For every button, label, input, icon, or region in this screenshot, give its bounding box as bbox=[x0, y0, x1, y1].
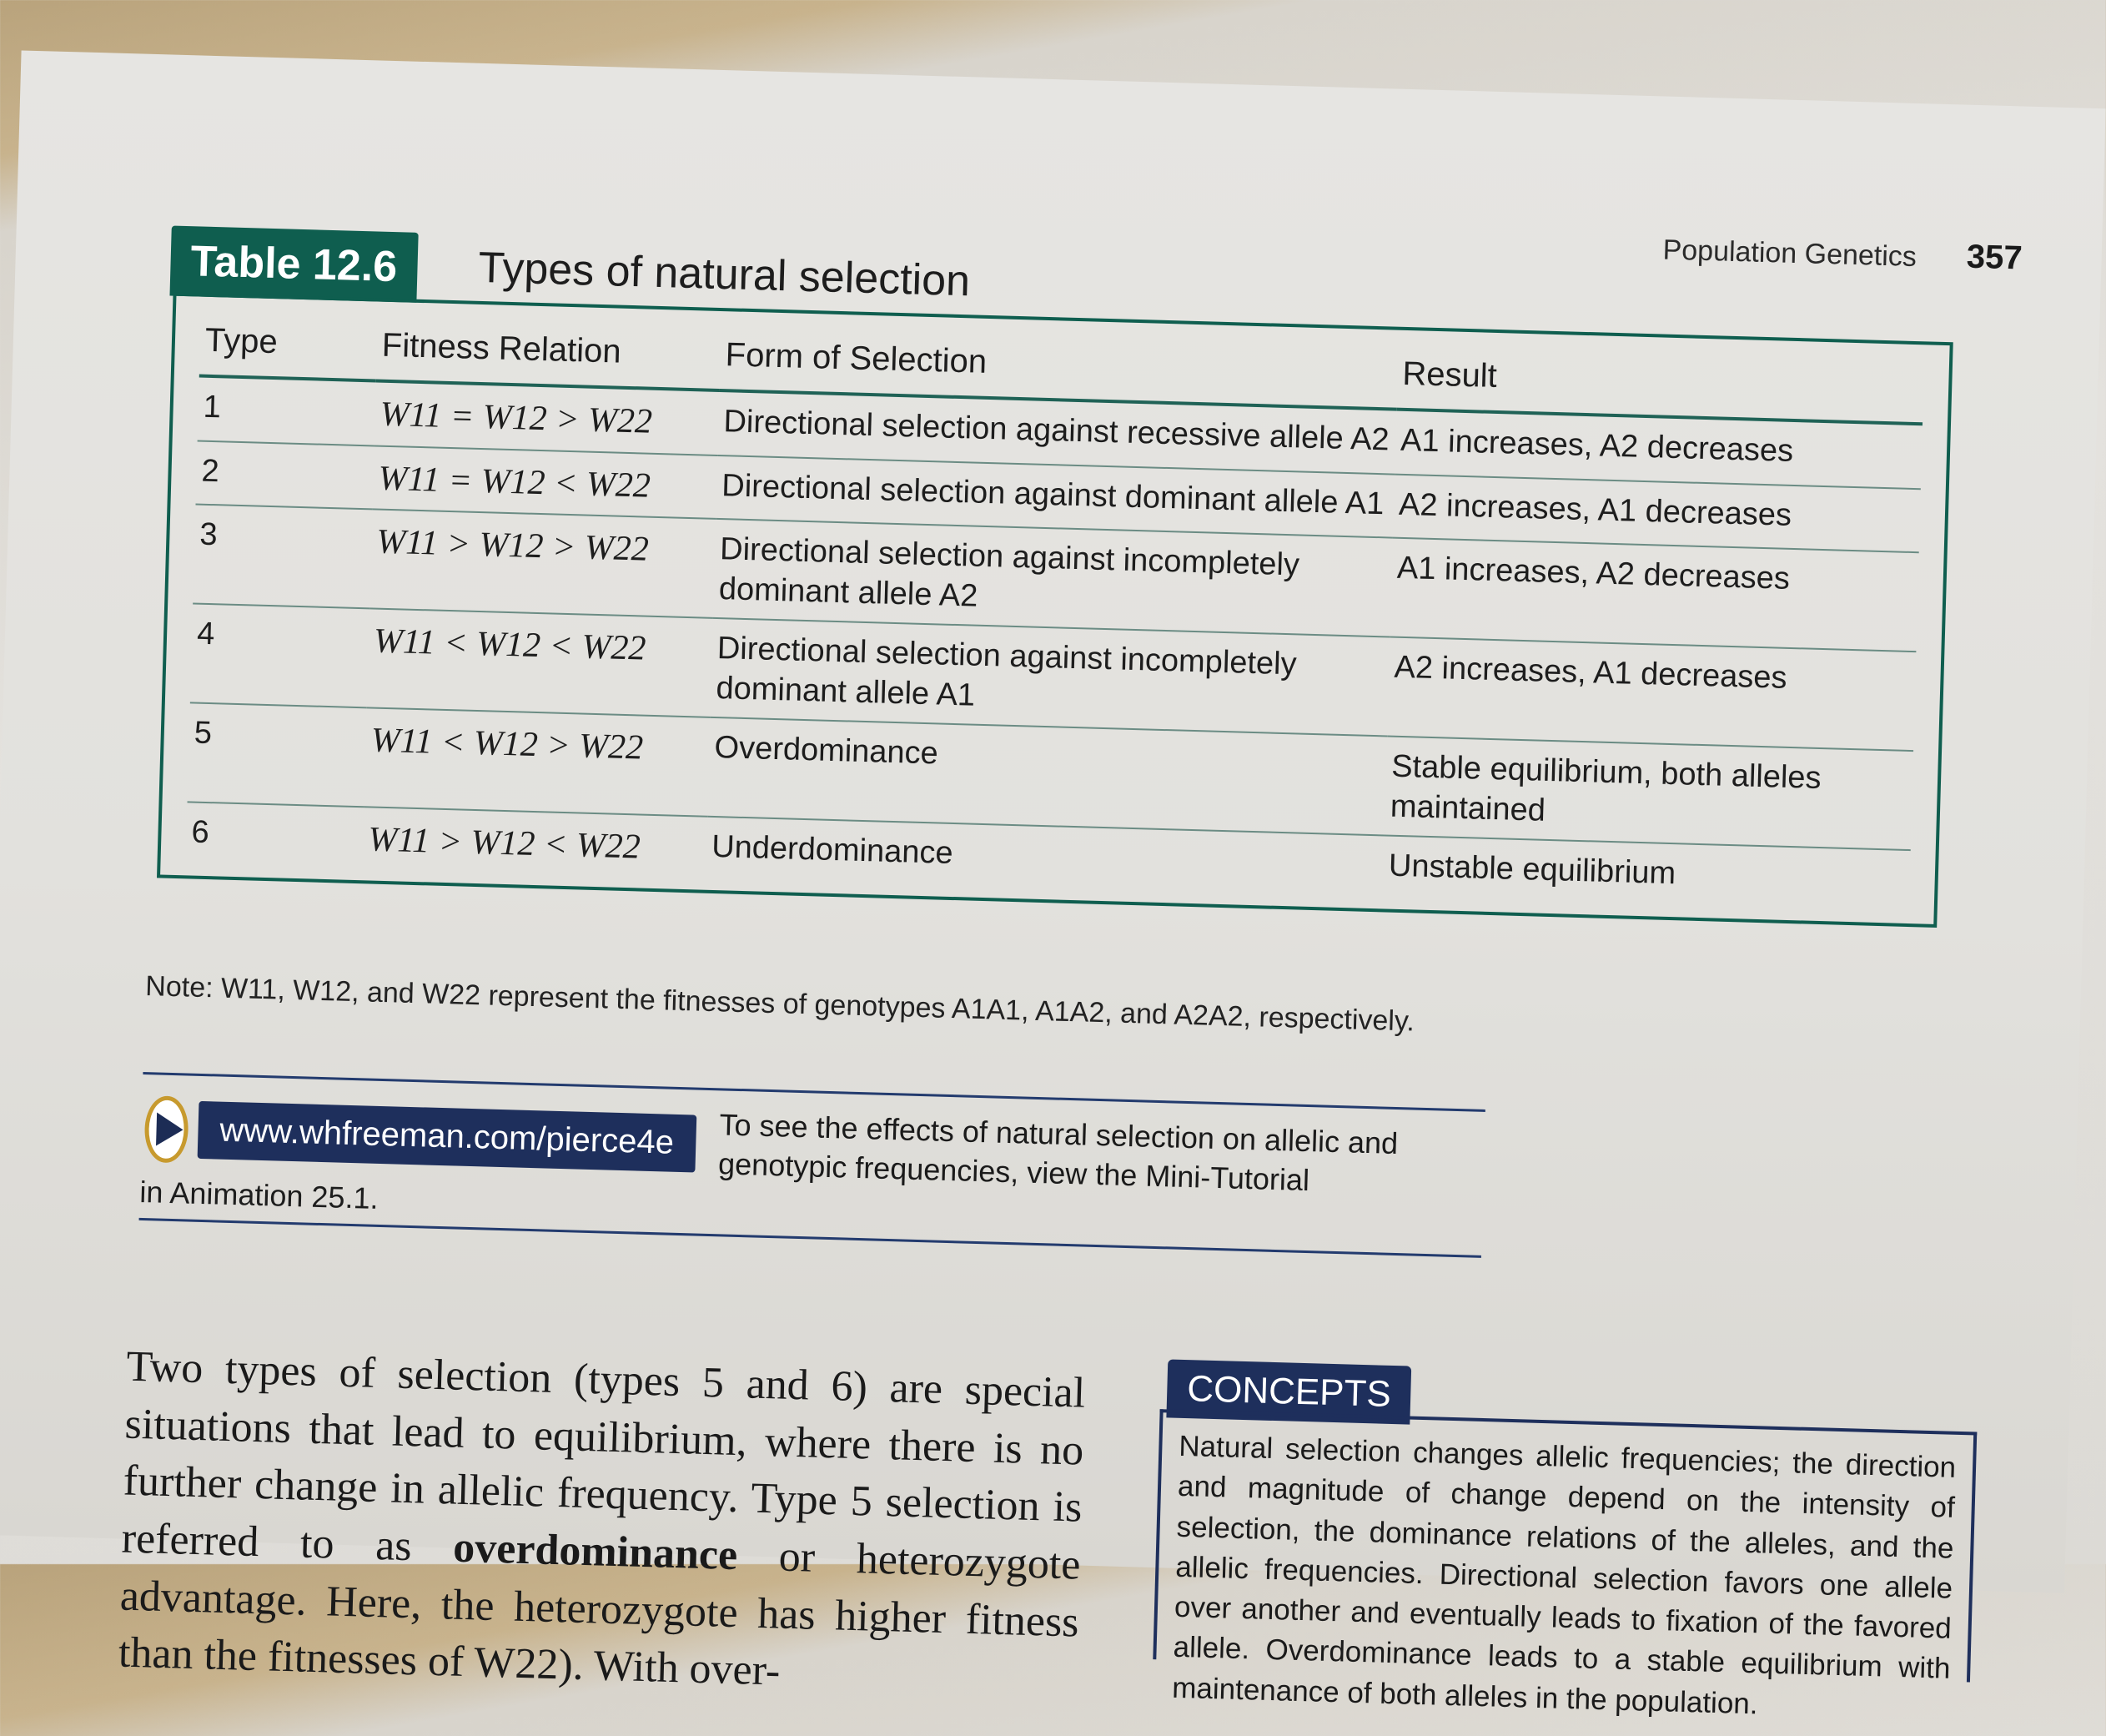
cell-result: A2 increases, A1 decreases bbox=[1387, 637, 1916, 752]
running-head-section: Population Genetics bbox=[1662, 234, 1918, 273]
resource-description: To see the effects of natural selection on allelic and genotypic frequencies, view the Mini-Tutorial bbox=[717, 1107, 1399, 1197]
selection-table bbox=[185, 314, 1924, 913]
selection-table-box bbox=[157, 293, 1953, 928]
body-text-end: or heterozygote advantage. Here, the heterozygote has higher fitness than the fitnesses of W22). With over- bbox=[118, 1532, 1082, 1695]
cell-type: 3 bbox=[193, 504, 372, 608]
cell-result: A2 increases, A1 decreases bbox=[1393, 474, 1921, 552]
cell-type: 6 bbox=[190, 814, 210, 851]
header-type: Type bbox=[199, 314, 378, 381]
book-page bbox=[0, 50, 2106, 1721]
concepts-tag: CONCEPTS bbox=[1166, 1359, 1411, 1424]
table-label: Table 12.6 bbox=[169, 226, 418, 303]
play-icon[interactable] bbox=[143, 1095, 188, 1163]
cell-result: Stable equilibrium, both alleles maintained bbox=[1385, 736, 1913, 850]
cell-fitness: W11 > W12 > W22 bbox=[369, 509, 716, 617]
cell-result: A1 increases, A2 decreases bbox=[1390, 538, 1919, 652]
page-number: 357 bbox=[1966, 238, 2023, 277]
concepts-box bbox=[1153, 1409, 1977, 1721]
web-resource-callout bbox=[139, 1072, 1485, 1257]
cell-type: 4 bbox=[190, 603, 369, 707]
cell-result: A1 increases, A2 decreases bbox=[1395, 410, 1923, 489]
running-head bbox=[1662, 230, 2023, 278]
table-note: Note: W11, W12, and W22 represent the fitnesses of genotypes A1A1, A1A2, and A2A2, respectively. bbox=[144, 970, 1415, 1038]
cell-fitness: W11 = W12 > W22 bbox=[374, 380, 720, 455]
body-paragraph bbox=[118, 1339, 1086, 1709]
cell-fitness: W11 < W12 > W22 bbox=[364, 707, 710, 816]
cell-fitness: W11 = W12 < W22 bbox=[372, 445, 717, 519]
cell-form: Underdominance bbox=[711, 828, 954, 872]
cell-form: Directional selection against incompletely dominant allele A1 bbox=[711, 618, 1390, 737]
cell-form: Overdominance bbox=[707, 717, 1387, 836]
concepts-text: Natural selection changes allelic frequencies; the direction and magnitude of change depend on the intensity of selection, the dominance relations of the alleles, and the allelic frequencies. Directional selection favors one allele over another and eventually leads to fixation of the favored allele. Overdominance leads to a stable equilibrium with maintenance of both alleles in the population. bbox=[1171, 1429, 1957, 1721]
resource-continuation: in Animation 25.1. bbox=[138, 1174, 379, 1215]
cell-type: 2 bbox=[196, 440, 374, 509]
header-result: Result bbox=[1396, 347, 1924, 425]
cell-fitness: W11 > W12 < W22 bbox=[367, 820, 641, 867]
table-title: Types of natural selection bbox=[477, 243, 971, 306]
cell-form: Directional selection against incompletely dominant allele A2 bbox=[713, 519, 1393, 637]
key-term: overdominance bbox=[452, 1523, 738, 1579]
resource-url-link[interactable]: www.whfreeman.com/pierce4e bbox=[197, 1101, 696, 1173]
cell-type: 5 bbox=[188, 702, 367, 807]
cell-form: Directional selection against recessive allele A2 bbox=[717, 390, 1396, 474]
header-fitness: Fitness Relation bbox=[376, 319, 721, 390]
cell-result: Unstable equilibrium bbox=[1388, 848, 1676, 892]
header-form: Form of Selection bbox=[720, 328, 1399, 410]
body-text-start: Two types of selection (types 5 and 6) are special situations that lead to equilibrium, where there is no further change in allelic frequency. Type 5 selection is referred to as bbox=[121, 1342, 1086, 1572]
cell-type: 1 bbox=[198, 376, 376, 445]
cell-fitness: W11 < W12 < W22 bbox=[367, 608, 713, 717]
cell-form: Directional selection against dominant allele A1 bbox=[716, 455, 1395, 537]
